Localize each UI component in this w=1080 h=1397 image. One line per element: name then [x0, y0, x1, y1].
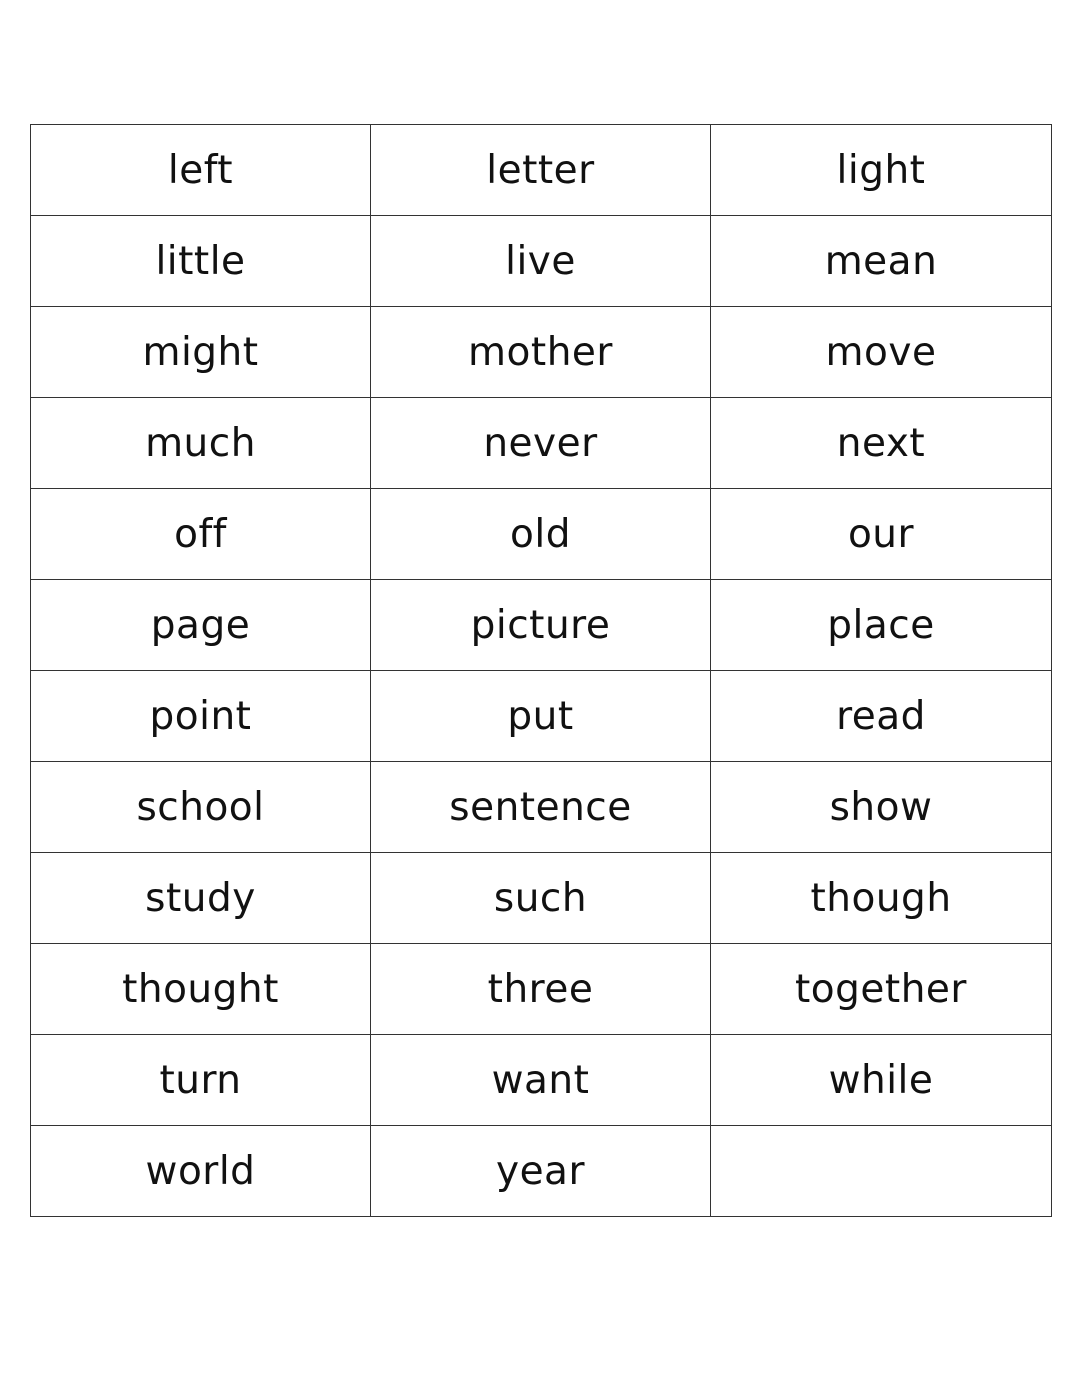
- word-cell: want: [371, 1035, 711, 1126]
- word-cell: our: [711, 489, 1052, 580]
- table-row: [31, 944, 1052, 1035]
- table-row: [31, 1126, 1052, 1217]
- word-cell: live: [371, 216, 711, 307]
- word-cell: left: [31, 125, 371, 216]
- table-row: [31, 216, 1052, 307]
- word-cell: sentence: [371, 762, 711, 853]
- word-cell: picture: [371, 580, 711, 671]
- word-cell: letter: [371, 125, 711, 216]
- word-cell: next: [711, 398, 1052, 489]
- word-cell: show: [711, 762, 1052, 853]
- word-cell: school: [31, 762, 371, 853]
- word-cell: page: [31, 580, 371, 671]
- word-cell: old: [371, 489, 711, 580]
- word-table: [30, 124, 1052, 1217]
- table-row: [31, 1035, 1052, 1126]
- word-cell: year: [371, 1126, 711, 1217]
- word-cell: world: [31, 1126, 371, 1217]
- table-row: [31, 398, 1052, 489]
- word-cell: put: [371, 671, 711, 762]
- word-cell: off: [31, 489, 371, 580]
- word-cell: much: [31, 398, 371, 489]
- table-row: [31, 125, 1052, 216]
- word-cell: such: [371, 853, 711, 944]
- word-cell: mean: [711, 216, 1052, 307]
- word-cell: three: [371, 944, 711, 1035]
- word-cell: thought: [31, 944, 371, 1035]
- word-cell: read: [711, 671, 1052, 762]
- empty-cell: [711, 1126, 1052, 1217]
- word-cell: study: [31, 853, 371, 944]
- word-cell: while: [711, 1035, 1052, 1126]
- word-cell: might: [31, 307, 371, 398]
- word-table-body: [31, 125, 1052, 1217]
- word-cell: light: [711, 125, 1052, 216]
- word-cell: little: [31, 216, 371, 307]
- word-cell: point: [31, 671, 371, 762]
- word-cell: turn: [31, 1035, 371, 1126]
- table-row: [31, 671, 1052, 762]
- table-row: [31, 489, 1052, 580]
- table-row: [31, 853, 1052, 944]
- table-row: [31, 762, 1052, 853]
- word-cell: together: [711, 944, 1052, 1035]
- word-cell: never: [371, 398, 711, 489]
- word-cell: place: [711, 580, 1052, 671]
- table-row: [31, 307, 1052, 398]
- word-cell: move: [711, 307, 1052, 398]
- word-cell: though: [711, 853, 1052, 944]
- word-cell: mother: [371, 307, 711, 398]
- table-row: [31, 580, 1052, 671]
